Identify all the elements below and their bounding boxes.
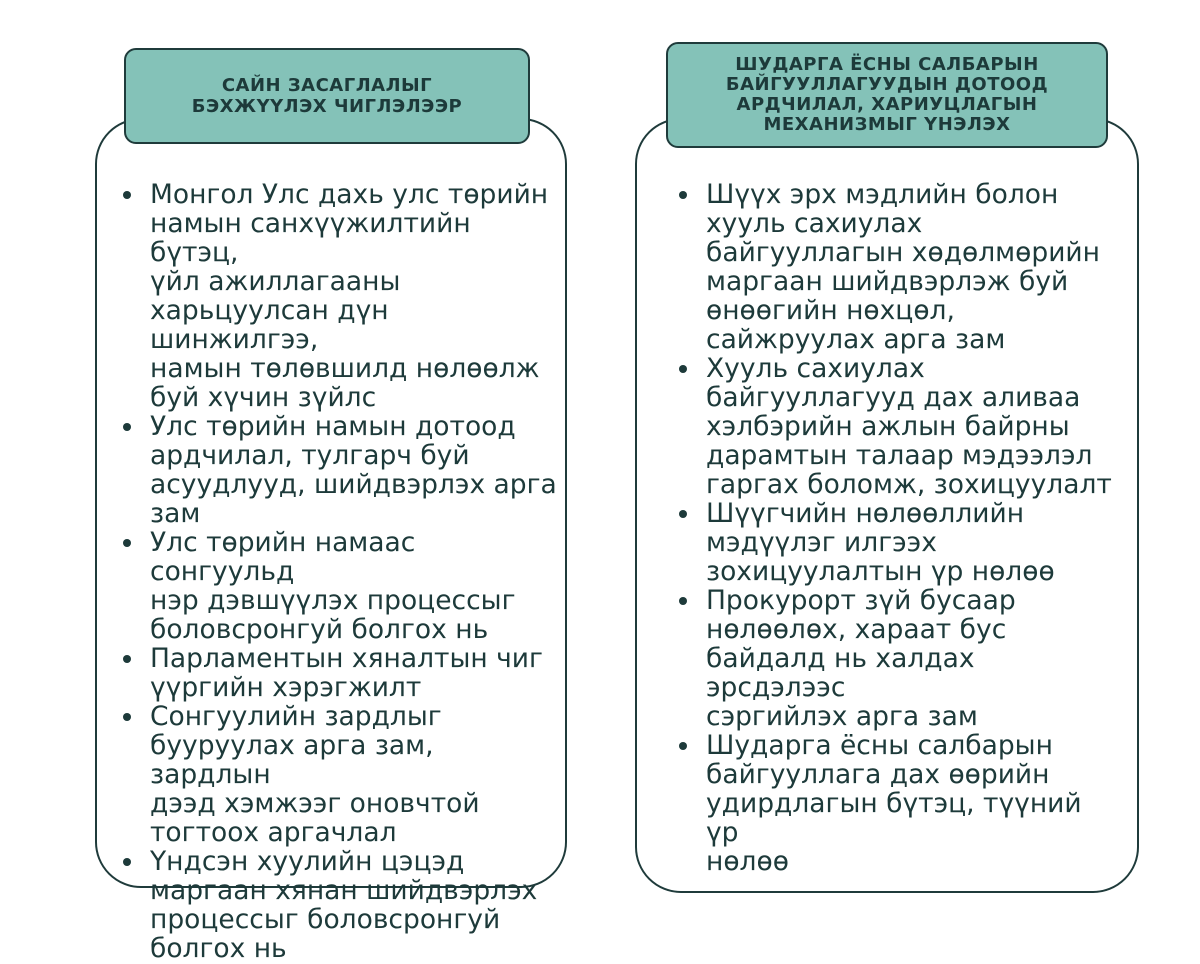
bullet-icon xyxy=(679,510,687,518)
list-item-text: Шударга ёсны салбарын байгууллага дах өөрийн удирдлагын бүтэц, түүний үр нөлөө xyxy=(706,730,1082,877)
list-item-text: Монгол Улс дахь улс төрийн намын санхүүжилтийн бүтэц, үйл ажиллагааны харьцуулсан дүн шинжилгээ, намын төлөвшилд нөлөөлж буй хүчин зүйлс xyxy=(150,179,549,413)
left-card-title: САЙН ЗАСАГЛАЛЫГ БЭХЖҮҮЛЭХ ЧИГЛЭЛЭЭР xyxy=(124,48,530,144)
list-item-text: Улс төрийн намын дотоод ардчилал, тулгарч буй асуудлууд, шийдвэрлэх арга зам xyxy=(150,411,557,529)
list-item xyxy=(120,528,560,644)
list-item xyxy=(676,180,1116,354)
bullet-icon xyxy=(123,713,131,721)
right-card-title: ШУДАРГА ЁСНЫ САЛБАРЫН БАЙГУУЛЛАГУУДЫН ДОТООД АРДЧИЛАЛ, ХАРИУЦЛАГЫН МЕХАНИЗМЫГ ҮНЭЛЭХ xyxy=(666,42,1108,148)
list-item xyxy=(120,180,560,412)
list-item xyxy=(676,731,1116,876)
list-item-text: Улс төрийн намаас сонгуульд нэр дэвшүүлэх процессыг боловсронгуй болгох нь xyxy=(150,527,516,645)
list-item-text: Шүүх эрх мэдлийн болон хууль сахиулах байгууллагын хөдөлмөрийн маргаан шийдвэрлэж буй өнөөгийн нөхцөл, сайжруулах арга зам xyxy=(706,179,1100,355)
list-item xyxy=(120,412,560,528)
list-item xyxy=(120,702,560,847)
bullet-icon xyxy=(123,539,131,547)
bullet-icon xyxy=(123,191,131,199)
list-item-text: Парламентын хяналтын чиг үүргийн хэрэгжилт xyxy=(150,643,543,703)
bullet-icon xyxy=(123,858,131,866)
list-item-text: Сонгуулийн зардлыг бууруулах арга зам, зардлын дээд хэмжээг оновчтой тогтоох аргачлал xyxy=(150,701,480,848)
bullet-icon xyxy=(679,191,687,199)
list-item xyxy=(676,354,1116,499)
bullet-icon xyxy=(679,742,687,750)
list-item-text: Үндсэн хуулийн цэцэд маргаан хянан шийдвэрлэх процессыг боловсронгуй болгох нь xyxy=(150,846,538,964)
right-bullet-list xyxy=(676,180,1116,876)
list-item-text: Хууль сахиулах байгууллагууд дах аливаа хэлбэрийн ажлын байрны дарамтын талаар мэдээлэл гаргах боломж, зохицуулалт xyxy=(706,353,1112,500)
list-item xyxy=(676,586,1116,731)
list-item xyxy=(120,847,560,963)
bullet-icon xyxy=(679,597,687,605)
bullet-icon xyxy=(123,655,131,663)
list-item-text: Прокурорт зүй бусаар нөлөөлөх, хараат бус байдалд нь халдах эрсдэлээс сэргийлэх арга зам xyxy=(706,585,1016,732)
bullet-icon xyxy=(123,423,131,431)
left-bullet-list xyxy=(120,180,560,963)
list-item-text: Шүүгчийн нөлөөллийн мэдүүлэг илгээх зохицуулалтын үр нөлөө xyxy=(706,498,1055,587)
bullet-icon xyxy=(679,365,687,373)
list-item xyxy=(676,499,1116,586)
list-item xyxy=(120,644,560,702)
